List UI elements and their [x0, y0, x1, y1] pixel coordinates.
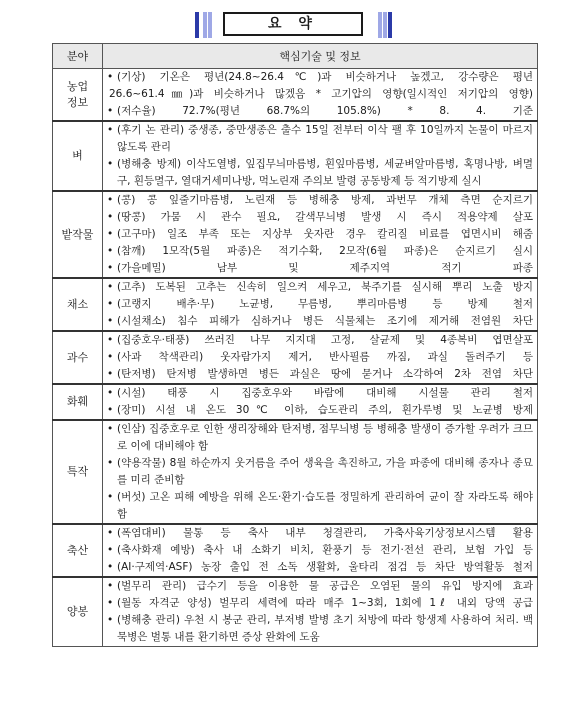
category-cell — [53, 69, 103, 122]
list-item: • (참깨) 1모작(5월 파종)은 적기수확, 2모작(6월 파종)은 순지르기 실시 — [103, 243, 537, 260]
list-item: • (저수율) 72.7%(평년 68.7%의 105.8%) * 8. 4. 기준 — [103, 103, 537, 120]
category-label: 축산 — [66, 543, 89, 557]
table-row — [53, 384, 538, 420]
info-cell — [103, 278, 538, 331]
category-cell — [53, 384, 103, 420]
info-cell — [103, 420, 538, 524]
list-item: • (병해충 관리) 우천 시 봉군 관리, 부저병 발병 초기 처방에 따라 항생제 사용하여 처리. 백묵병은 벌통 내를 환기하면 증상 완화에 도움 — [103, 612, 537, 646]
title-banner — [0, 10, 587, 40]
list-item: • (가을메밀) 남부 및 제주지역 적기 파종 — [103, 260, 537, 277]
list-item: • (폭염대비) 물통 등 축사 내부 청결관리, 가축사육기상정보시스템 활용 — [103, 525, 537, 542]
category-cell — [53, 577, 103, 647]
table-row — [53, 420, 538, 524]
list-item: • (월동 자격군 양성) 벌무리 세력에 따라 매주 1~3회, 1회에 1ℓ 내외 당액 공급 — [103, 595, 537, 612]
list-item: • (후기 논 관리) 중생종, 중만생종은 출수 15일 전부터 이삭 팰 후 10일까지 논물이 마르지 않도록 관리 — [103, 122, 537, 156]
list-item: • (시설) 태풍 시 집중호우와 바람에 대비해 시설물 관리 철저 — [103, 385, 537, 402]
title-bar-right-dark — [388, 12, 392, 38]
category-label: 밭작물 — [61, 227, 94, 241]
table-row — [53, 191, 538, 278]
category-label: 양봉 — [66, 605, 89, 618]
info-cell — [103, 121, 538, 191]
list-item: • (탄저병) 탄저병 발생하면 병든 과실은 땅에 묻거나 소각하여 2차 전염 차단 — [103, 366, 537, 383]
summary-table — [52, 43, 538, 647]
info-cell — [103, 524, 538, 577]
list-item: • (고추) 도복된 고추는 신속히 일으켜 세우고, 북주기를 실시해 뿌리 노출 방지 — [103, 279, 537, 296]
list-item: • (장미) 시설 내 온도 30℃ 이하, 습도관리 주의, 흰가루병 및 노균병 방제 — [103, 402, 537, 419]
list-item: • (축사화재 예방) 축사 내 소화기 비치, 환풍기 등 전기·전선 관리, 보험 가입 등 — [103, 542, 537, 559]
category-cell — [53, 191, 103, 278]
info-cell — [103, 191, 538, 278]
header-field: 분야 — [53, 44, 103, 69]
category-label: 특작 — [66, 465, 89, 478]
list-item: • (고랭지 배추·무) 노균병, 무름병, 뿌리마름병 등 방제 철저 — [103, 296, 537, 313]
category-label: 과수 — [66, 350, 89, 364]
title-bar-left-light — [203, 12, 207, 38]
title-bar-left-dark — [195, 12, 199, 38]
list-item: • (땅콩) 가뭄 시 관수 필요, 갈색무늬병 발생 시 즉시 적용약제 살포 — [103, 209, 537, 226]
category-cell — [53, 278, 103, 331]
category-label: 채소 — [66, 297, 89, 311]
page-title: 요 약 — [223, 12, 363, 36]
info-cell — [103, 577, 538, 647]
table-row — [53, 331, 538, 384]
list-item: • (집중호우·태풍) 쓰러진 나무 지지대 고정, 살균제 및 4종복비 엽면살포 — [103, 332, 537, 349]
category-cell — [53, 420, 103, 524]
category-label: 농업 정보 — [66, 79, 89, 109]
list-item: • (고구마) 일조 부족 또는 지상부 웃자란 경우 칼리질 비료를 엽면시비 해줌 — [103, 226, 537, 243]
category-label: 벼 — [72, 149, 83, 162]
list-item: • (기상) 기온은 평년(24.8~26.4℃)과 비슷하거나 높겠고, 강수량은 평년 — [103, 69, 537, 86]
list-item: • (벌무리 관리) 급수기 등을 이용한 물 공급은 오염된 물의 유입 방지에 효과 — [103, 578, 537, 595]
list-item: • (AI·구제역·ASF) 농장 출입 전 소독 생활화, 울타리 점검 등 차단 방역활동 철저 — [103, 559, 537, 576]
title-bar-right-light — [378, 12, 382, 38]
header-info: 핵심기술 및 정보 — [103, 44, 538, 69]
category-cell — [53, 121, 103, 191]
category-cell — [53, 331, 103, 384]
list-item: • (약용작물) 8월 하순까지 웃거름을 주어 생육을 촉진하고, 가을 파종에 대비해 종자나 종묘를 미리 준비함 — [103, 455, 537, 489]
list-item: • (사과 착색관리) 웃자람가지 제거, 반사필름 까짐, 과실 돌려주기 등 — [103, 349, 537, 366]
list-item: 26.6~61.4㎜)과 비슷하거나 많겠음 * 고기압의 영향(일시적인 저기압의 영향) — [109, 88, 533, 100]
table-row — [53, 69, 538, 122]
table-row — [53, 577, 538, 647]
list-item: • (인삼) 집중호우로 인한 생리장해와 탄저병, 점무늬병 등 병해충 발생이 증가할 우려가 크므로 이에 대비해야 함 — [103, 421, 537, 455]
list-item: • (버섯) 고온 피해 예방을 위해 온도·환기·습도를 정밀하게 관리하여 균이 잘 자라도록 해야 함 — [103, 489, 537, 523]
category-cell — [53, 524, 103, 577]
category-label: 화훼 — [66, 395, 89, 408]
list-item: • (시설채소) 침수 피해가 심하거나 병든 식물체는 조기에 제거해 전염원 차단 — [103, 313, 537, 330]
list-item: • (병해충 방제) 이삭도열병, 잎집무늬마름병, 흰잎마름병, 세균벼알마름병, 혹명나방, 벼멸구, 흰등멸구, 열대거세미나방, 먹노린재 주의보 발령 공동방제 등 적기방제 실시 — [103, 156, 537, 190]
info-cell — [103, 331, 538, 384]
info-cell — [103, 384, 538, 420]
table-row — [53, 278, 538, 331]
title-bar-right-light-2 — [383, 12, 387, 38]
title-bar-left-light-2 — [208, 12, 212, 38]
info-cell — [103, 69, 538, 122]
table-row — [53, 121, 538, 191]
table-row — [53, 524, 538, 577]
list-item: • (콩) 콩 잎줄기마름병, 노린재 등 병해충 방제, 과번무 개체 측면 순지르기 — [103, 192, 537, 209]
